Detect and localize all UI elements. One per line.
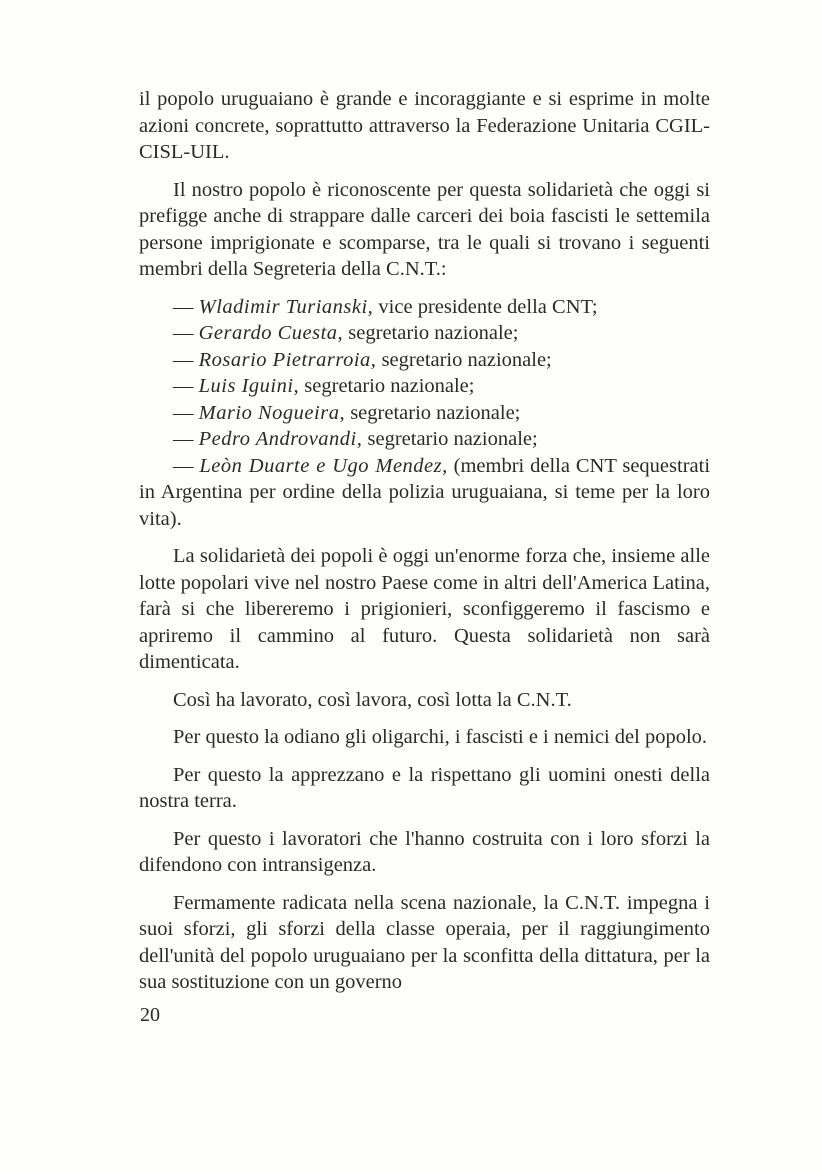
- list-dash: —: [173, 454, 194, 477]
- member-role: segretario nazionale;: [381, 348, 552, 371]
- paragraph-4: La solidarietà dei popoli è oggi un'enorme forza che, insieme alle lotte popolari vive nel nostro Paese come in altri dell'America Latina, farà si che libereremo i prigionieri, sconfiggeremo il fascismo e apriremo il cammino al futuro. Questa solidarietà non sarà dimenticata.: [139, 545, 710, 673]
- list-dash: —: [173, 401, 194, 424]
- paragraph-7: Per questo la apprezzano e la rispettano gli uomini onesti della nostra terra.: [139, 763, 710, 812]
- member-name: Leòn Duarte e Ugo Mendez,: [199, 454, 448, 477]
- list-dash: —: [173, 295, 194, 318]
- member-name: Gerardo Cuesta,: [198, 322, 344, 344]
- list-item: [139, 294, 710, 321]
- member-role: segretario nazionale;: [350, 401, 521, 424]
- body-text: [139, 86, 710, 996]
- member-name: Pedro Androvandi,: [198, 428, 363, 450]
- member-name: Mario Nogueira,: [198, 401, 346, 424]
- list-item: [139, 320, 710, 347]
- paragraph-1: il popolo uruguaiano è grande e incoraggiante e si esprime in molte azioni concrete, soprattutto attraverso la Federazione Unitaria CGIL-CISL-UIL.: [139, 88, 710, 163]
- paragraph-2: Il nostro popolo è riconoscente per questa solidarietà che oggi si prefigge anche di strappare dalle carceri dei boia fascisti le settemila persone imprigionate e scomparse, tra le quali si trovano i seguenti membri della Segreteria della C.N.T.:: [139, 178, 710, 280]
- member-name: Wladimir Turianski,: [198, 295, 374, 318]
- page-number: 20: [140, 1004, 160, 1026]
- member-name: Rosario Pietrarroia,: [198, 348, 377, 371]
- member-role: segretario nazionale;: [348, 322, 519, 344]
- list-item: [139, 426, 710, 453]
- list-item: [139, 373, 710, 400]
- member-role: segretario nazionale;: [367, 428, 538, 450]
- member-list: [139, 294, 710, 533]
- paragraph-5: Così ha lavorato, così lavora, così lotta la C.N.T.: [173, 688, 572, 711]
- member-role: vice presidente della CNT;: [378, 295, 598, 318]
- list-item: [139, 453, 710, 533]
- member-name: Luis Iguini,: [198, 375, 300, 397]
- list-item: [139, 400, 710, 427]
- list-dash: —: [173, 428, 194, 450]
- list-dash: —: [173, 375, 194, 397]
- list-dash: —: [173, 322, 194, 344]
- paragraph-6: Per questo la odiano gli oligarchi, i fascisti e i nemici del popolo.: [173, 726, 708, 748]
- member-role: (membri della CNT sequestrati in Argentina per ordine della polizia uruguaiana, si teme per la loro vita).: [139, 454, 711, 530]
- list-dash: —: [173, 348, 194, 371]
- member-role: segretario nazionale;: [304, 375, 475, 397]
- paragraph-9: Fermamente radicata nella scena nazionale, la C.N.T. impegna i suoi sforzi, gli sforzi della classe operaia, per il raggiungimento dell'unità del popolo uruguaiano per la sconfitta della dittatura, per la sua sostituzione con un governo: [139, 891, 710, 993]
- paragraph-8: Per questo i lavoratori che l'hanno costruita con i loro sforzi la difendono con intransigenza.: [139, 827, 710, 876]
- list-item: [139, 347, 710, 374]
